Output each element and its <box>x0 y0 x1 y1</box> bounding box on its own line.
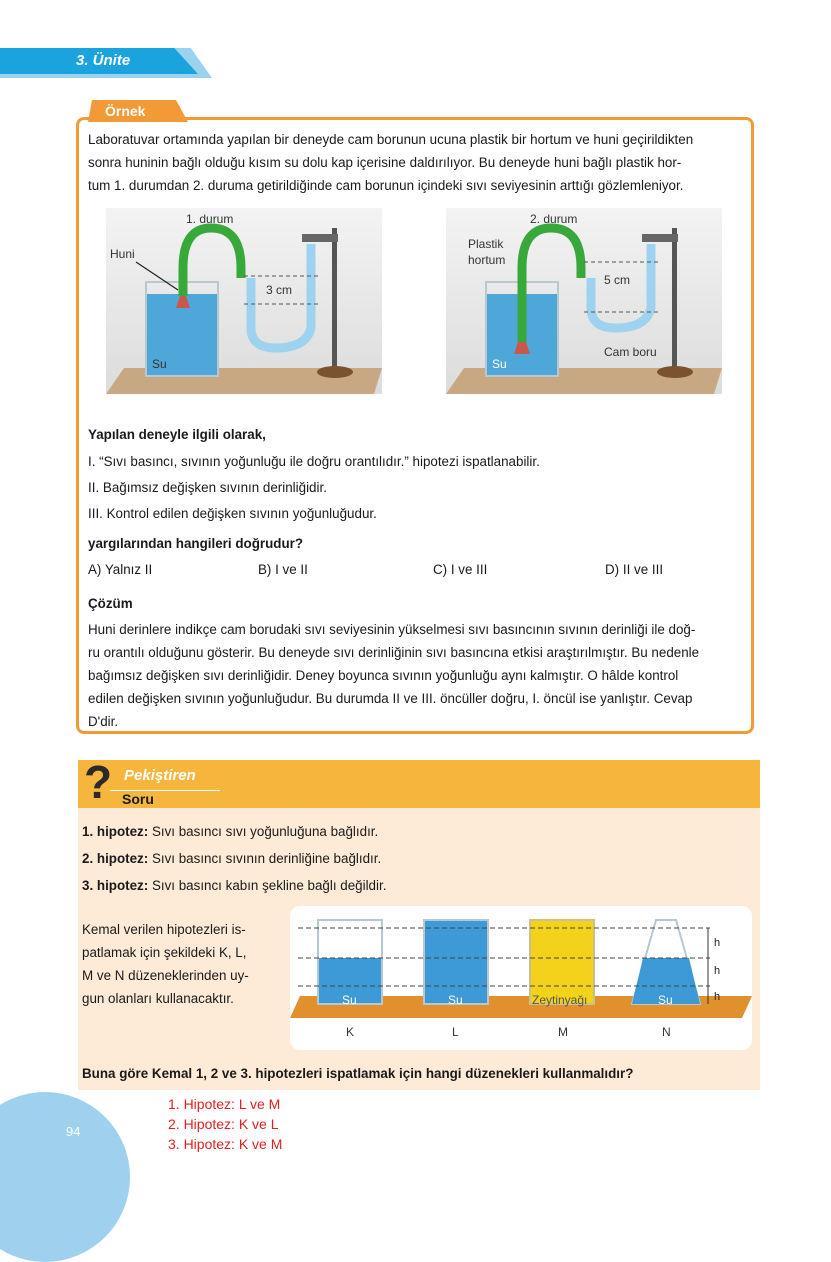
option-a: A) Yalnız II <box>88 562 153 577</box>
height-2-label: 5 cm <box>604 273 631 287</box>
height-1-label: 3 cm <box>266 283 293 297</box>
liquid-label-n: Su <box>658 993 673 1007</box>
answer-1: 1. Hipotez: L ve M <box>168 1096 281 1112</box>
option-d: D) II ve III <box>605 562 664 577</box>
setup-line: gun olanları kullanacaktır. <box>82 991 234 1006</box>
intro-line: tum 1. durumdan 2. duruma getirildiğinde cam borunun içindeki sıvı seviyesinin arttığı gözlemleniyor. <box>88 178 684 193</box>
h-label-1: h <box>714 937 721 949</box>
letter-l: L <box>452 1025 459 1039</box>
liquid-label-m: Zeytinyağı <box>532 993 588 1007</box>
state-2-label: 2. durum <box>530 212 578 226</box>
example-intro <box>88 128 748 197</box>
intro-line: sonra huninin bağlı olduğu kısım su dolu kap içerisine daldırılıyor. Bu deneyde huni bağlı plastik hor- <box>88 155 682 170</box>
answers-handwritten <box>168 1094 282 1154</box>
solution-text <box>88 618 748 733</box>
hypothesis-2: 2. hipotez: Sıvı basıncı sıvının derinliğine bağlıdır. <box>82 851 382 866</box>
practice-subtitle: Soru <box>122 791 154 807</box>
hypotheses-list <box>82 818 386 899</box>
solution-line: Huni derinlere indikçe cam borudaki sıvı seviyesinin yükselmesi sıvı basıncının sıvının derinliği ile doğ- <box>88 622 696 637</box>
question-mark-icon: ? <box>84 756 113 808</box>
containers-figure <box>290 906 752 1050</box>
stand-base-1 <box>317 366 353 378</box>
stand-rod-2 <box>672 228 677 368</box>
statement-3: III. Kontrol edilen değişken sıvının yoğunluğudur. <box>88 506 377 521</box>
unit-label: 3. Ünite <box>76 52 131 69</box>
solution-line: bağımsız değişken sıvı derinliğidir. Deney boyunca sıvının yoğunluğu aynı kalmıştır. O hâlde kontrol <box>88 668 679 683</box>
statements-list <box>88 449 540 527</box>
question-text: yargılarından hangileri doğrudur? <box>88 536 304 551</box>
solution-line: D'dir. <box>88 714 119 729</box>
h-label-3: h <box>714 991 721 1003</box>
water-1-label: Su <box>152 357 167 371</box>
tube-label: Cam boru <box>604 345 657 359</box>
water-2-label: Su <box>492 357 507 371</box>
example-tab-label: Örnek <box>105 103 146 119</box>
setup-line: Kemal verilen hipotezleri is- <box>82 922 246 937</box>
statement-1: I. “Sıvı basıncı, sıvının yoğunluğu ile doğru orantılıdır.” hipotezi ispatlanabilir. <box>88 454 540 469</box>
clamp-1 <box>302 234 338 242</box>
answer-3: 3. Hipotez: K ve M <box>168 1136 283 1152</box>
solution-line: edilen değişken sıvının yoğunluğudur. Bu durumda II ve III. öncüller doğru, I. öncül ise yanlıştır. Cevap <box>88 691 693 706</box>
page-number: 94 <box>66 1124 81 1139</box>
letter-k: K <box>346 1025 355 1039</box>
practice-title: Pekiştiren <box>124 767 196 784</box>
liquid-label-l: Su <box>448 993 463 1007</box>
stand-base-2 <box>657 366 693 378</box>
liquid-label-k: Su <box>342 993 357 1007</box>
container-m-liquid <box>530 920 594 1004</box>
intro-line: Laboratuvar ortamında yapılan bir deneyde cam borunun ucuna plastik bir hortum ve huni geçirildikten <box>88 132 694 147</box>
hypothesis-1: 1. hipotez: Sıvı basıncı sıvı yoğunluğuna bağlıdır. <box>82 824 379 839</box>
setup-line: patlamak için şekildeki K, L, <box>82 945 247 960</box>
stand-rod-1 <box>332 228 337 368</box>
state-1-label: 1. durum <box>186 212 234 226</box>
letter-n: N <box>662 1025 671 1039</box>
letter-m: M <box>558 1025 568 1039</box>
solution-line: ru orantılı olduğunu gösterir. Bu deneyde sıvı derinliğinin sıvı basıncına etkisi araştırılmıştır. Bu nedenle <box>88 645 700 660</box>
setup-line: M ve N düzeneklerinden uy- <box>82 968 249 983</box>
page-number-badge <box>0 1092 130 1262</box>
practice-question: Buna göre Kemal 1, 2 ve 3. hipotezleri ispatlamak için hangi düzenekleri kullanmalıdır? <box>82 1066 634 1081</box>
answer-2: 2. Hipotez: K ve L <box>168 1116 279 1132</box>
hypothesis-3: 3. hipotez: Sıvı basıncı kabın şekline bağlı değildir. <box>82 878 387 893</box>
h-label-2: h <box>714 965 721 977</box>
funnel-label: Huni <box>110 247 135 261</box>
experiment-figure <box>106 208 722 398</box>
hose-label-2: hortum <box>468 253 506 267</box>
hose-label-1: Plastik <box>468 237 504 251</box>
statement-2: II. Bağımsız değişken sıvının derinliğidir. <box>88 480 327 495</box>
container-l-liquid <box>424 920 488 1004</box>
question-intro: Yapılan deneyle ilgili olarak, <box>88 427 266 442</box>
option-c: C) I ve III <box>433 562 488 577</box>
clamp-2 <box>642 234 678 242</box>
solution-title: Çözüm <box>88 596 133 611</box>
setup-text <box>82 918 282 1010</box>
option-b: B) I ve II <box>258 562 308 577</box>
